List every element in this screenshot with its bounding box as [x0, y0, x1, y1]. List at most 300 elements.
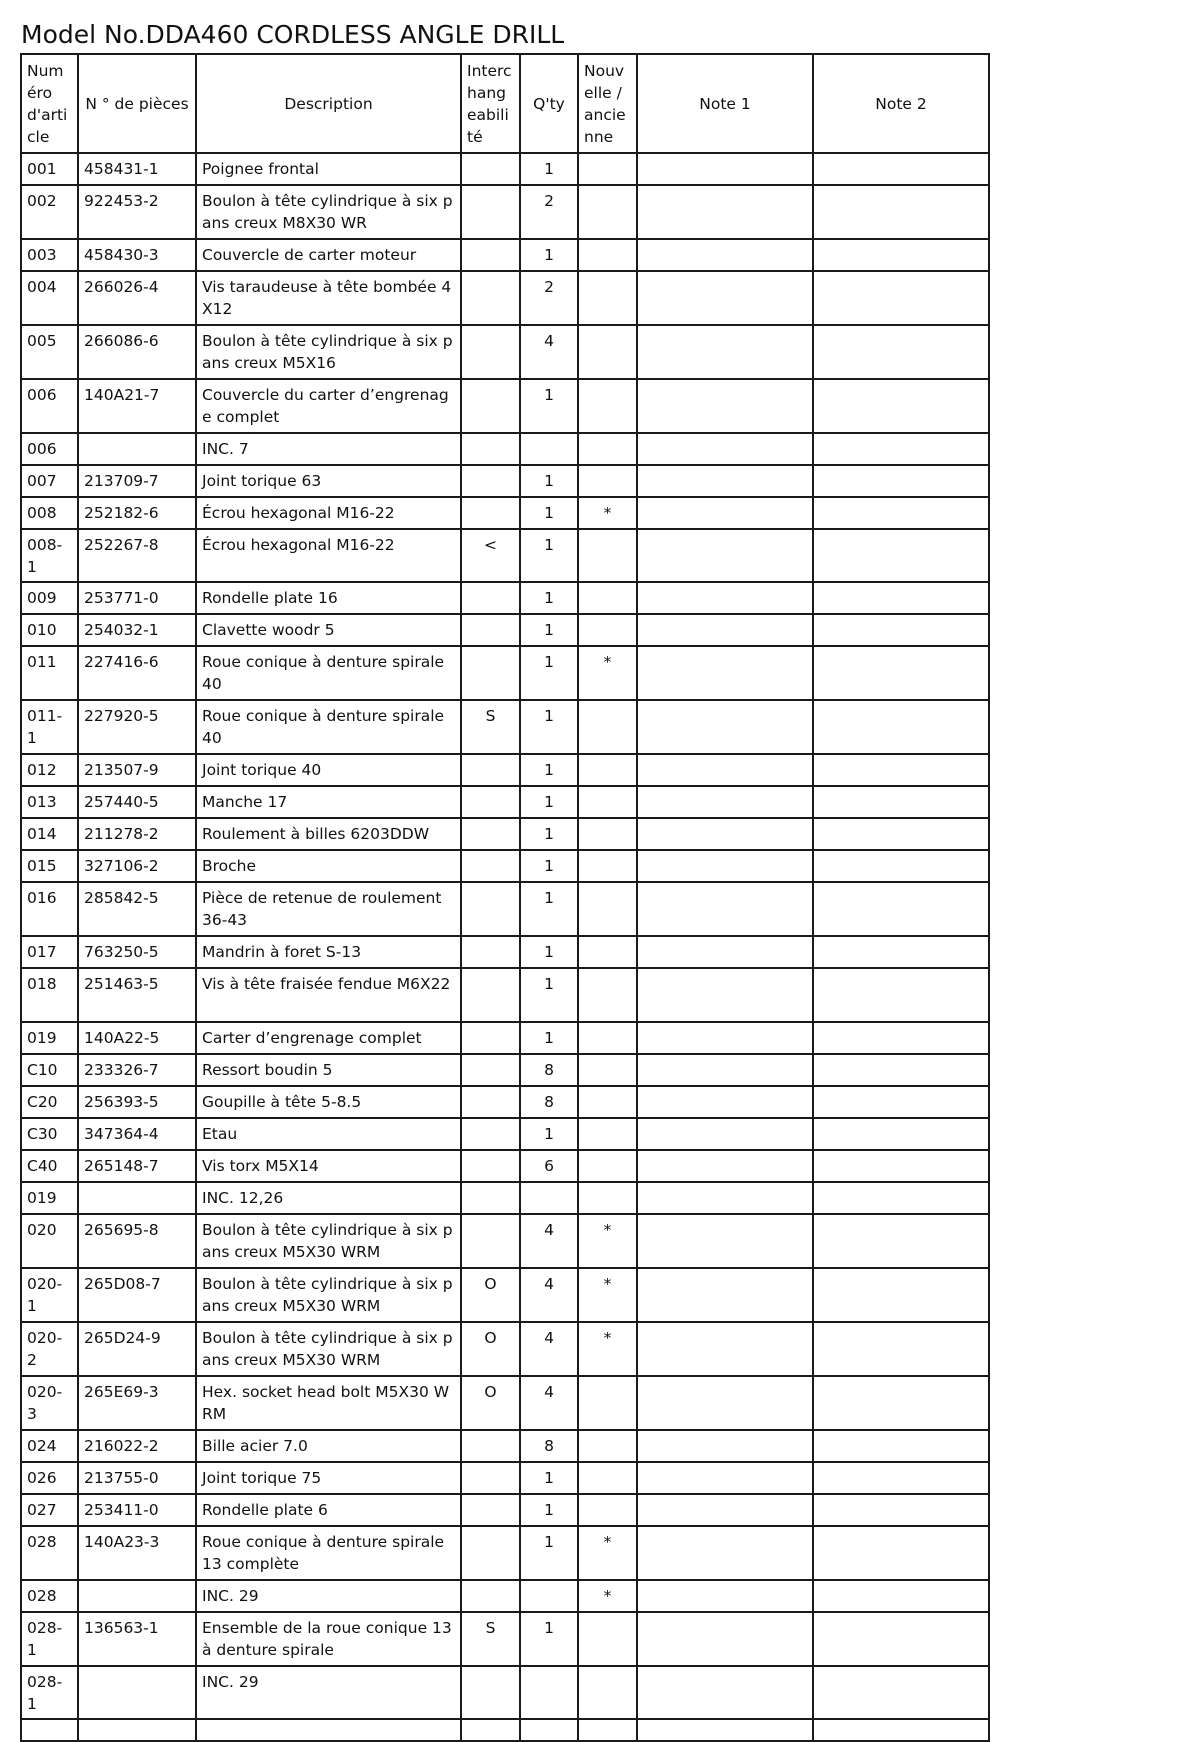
cell-part-no: 265148-7 [78, 1150, 196, 1182]
cell-description: Couvercle du carter d’engrenage complet [196, 379, 461, 433]
cell-part-no: 257440-5 [78, 786, 196, 818]
cell-new-old [578, 614, 637, 646]
cell-item-no: 017 [21, 936, 78, 968]
cell-qty: 1 [520, 497, 578, 529]
cell-note1 [637, 1268, 813, 1322]
cell-new-old [578, 754, 637, 786]
cell-item-no: 007 [21, 465, 78, 497]
cell-item-no: 012 [21, 754, 78, 786]
cell-interchangeability [461, 754, 520, 786]
cell-item-no: 020-3 [21, 1376, 78, 1430]
cell-note2 [813, 1376, 989, 1430]
cell-new-old [578, 968, 637, 1022]
cell-qty: 1 [520, 614, 578, 646]
cell-item-no: 019 [21, 1022, 78, 1054]
cell-interchangeability [461, 379, 520, 433]
cell-qty [520, 433, 578, 465]
cell-part-no: 253411-0 [78, 1494, 196, 1526]
cell-part-no: 266086-6 [78, 325, 196, 379]
cell-note2 [813, 1182, 989, 1214]
cell-interchangeability [461, 433, 520, 465]
cell-note1 [637, 1322, 813, 1376]
cell-interchangeability [461, 153, 520, 185]
cell-note2 [813, 786, 989, 818]
cell-qty: 1 [520, 786, 578, 818]
cell-part-no: 265D08-7 [78, 1268, 196, 1322]
cell-part-no: 140A22-5 [78, 1022, 196, 1054]
cell-new-old [578, 936, 637, 968]
cell-part-no: 763250-5 [78, 936, 196, 968]
cell-new-old [578, 1022, 637, 1054]
header-note1: Note 1 [637, 54, 813, 153]
cell-note1 [637, 239, 813, 271]
cell-item-no: 028-1 [21, 1612, 78, 1666]
cell-note1 [637, 1462, 813, 1494]
cell-qty: 1 [520, 153, 578, 185]
cell-note2 [813, 882, 989, 936]
cell-item-no: 005 [21, 325, 78, 379]
cell-note1 [637, 754, 813, 786]
cell-qty: 1 [520, 1526, 578, 1580]
cell-note2 [813, 754, 989, 786]
table-row [21, 1462, 989, 1494]
cell-interchangeability [461, 786, 520, 818]
cell-part-no: 256393-5 [78, 1086, 196, 1118]
cell-note1 [637, 646, 813, 700]
table-row [21, 1022, 989, 1054]
cell-interchangeability [461, 1580, 520, 1612]
cell-part-no: 922453-2 [78, 185, 196, 239]
cell-description: Ensemble de la roue conique 13 à denture spirale [196, 1612, 461, 1666]
header-qty: Q'ty [520, 54, 578, 153]
cell-interchangeability [461, 1462, 520, 1494]
cell-note2 [813, 1214, 989, 1268]
cell-note2 [813, 529, 989, 582]
cell-note2 [813, 1430, 989, 1462]
cell-item-no: 013 [21, 786, 78, 818]
cell-interchangeability [461, 968, 520, 1022]
table-row [21, 882, 989, 936]
cell-interchangeability [461, 1182, 520, 1214]
cell-part-no: 140A23-3 [78, 1526, 196, 1580]
cell-note1 [637, 1580, 813, 1612]
cell-qty: 8 [520, 1086, 578, 1118]
cell-note1 [637, 1214, 813, 1268]
cell-part-no: 266026-4 [78, 271, 196, 325]
cell-part-no: 458431-1 [78, 153, 196, 185]
cell-item-no: 011 [21, 646, 78, 700]
cell-description: Pièce de retenue de roulement 36-43 [196, 882, 461, 936]
cell-note2 [813, 153, 989, 185]
cell-description: Écrou hexagonal M16-22 [196, 497, 461, 529]
cell-description: Boulon à tête cylindrique à six pans creux M5X30 WRM [196, 1214, 461, 1268]
table-row [21, 271, 989, 325]
table-header-row [21, 54, 989, 153]
cell-description: INC. 29 [196, 1666, 461, 1719]
cell-part-no: 458430-3 [78, 239, 196, 271]
cell-note1 [637, 1526, 813, 1580]
cell-item-no: 028 [21, 1526, 78, 1580]
cell-new-old [578, 1430, 637, 1462]
cell-new-old [578, 1086, 637, 1118]
cell-part-no [78, 1182, 196, 1214]
cell-note1 [637, 185, 813, 239]
cell-item-no: C40 [21, 1150, 78, 1182]
cell-item-no: C10 [21, 1054, 78, 1086]
cell-qty: 1 [520, 582, 578, 614]
cell-qty: 1 [520, 1494, 578, 1526]
cell-qty: 1 [520, 850, 578, 882]
cell-note2 [813, 325, 989, 379]
table-row [21, 1666, 989, 1719]
cell-item-no: 020-2 [21, 1322, 78, 1376]
cell-note1 [637, 433, 813, 465]
cell-qty: 1 [520, 646, 578, 700]
cell-note2 [813, 1666, 989, 1719]
cell-interchangeability [461, 1086, 520, 1118]
cell-note2 [813, 497, 989, 529]
cell-qty: 4 [520, 325, 578, 379]
cell-description: Boulon à tête cylindrique à six pans creux M5X30 WRM [196, 1268, 461, 1322]
cell-interchangeability [461, 1118, 520, 1150]
cell-note2 [813, 185, 989, 239]
cell-note1 [637, 497, 813, 529]
cell-item-no: C30 [21, 1118, 78, 1150]
cell-new-old [578, 818, 637, 850]
cell-part-no: 253771-0 [78, 582, 196, 614]
cell-new-old [578, 1462, 637, 1494]
cell-part-no: 252182-6 [78, 497, 196, 529]
cell-description: Vis à tête fraisée fendue M6X22 [196, 968, 461, 1022]
cell-new-old [578, 1666, 637, 1719]
cell-note2 [813, 1150, 989, 1182]
cell-note2 [813, 968, 989, 1022]
cell-item-no: 008-1 [21, 529, 78, 582]
cell-qty [520, 1580, 578, 1612]
header-description: Description [196, 54, 461, 153]
cell-note1 [637, 614, 813, 646]
cell-note2 [813, 646, 989, 700]
cell-new-old [578, 700, 637, 754]
cell-new-old [578, 1494, 637, 1526]
cell-part-no: 265D24-9 [78, 1322, 196, 1376]
cell-qty: 4 [520, 1322, 578, 1376]
cell-qty: 4 [520, 1376, 578, 1430]
cell-interchangeability [461, 646, 520, 700]
cell-description: Goupille à tête 5-8.5 [196, 1086, 461, 1118]
cell-qty [520, 1666, 578, 1719]
table-row [21, 325, 989, 379]
table-row [21, 239, 989, 271]
table-row [21, 1526, 989, 1580]
table-row [21, 379, 989, 433]
cell-interchangeability [461, 1150, 520, 1182]
cell-note1 [637, 1494, 813, 1526]
cell-item-no: 014 [21, 818, 78, 850]
table-row [21, 433, 989, 465]
cell-new-old [578, 379, 637, 433]
cell-note1 [637, 465, 813, 497]
table-row [21, 529, 989, 582]
table-row [21, 1118, 989, 1150]
cell-description: Roulement à billes 6203DDW [196, 818, 461, 850]
cell-part-no: 211278-2 [78, 818, 196, 850]
table-row [21, 1430, 989, 1462]
cell-new-old [578, 1054, 637, 1086]
cell-note2 [813, 1462, 989, 1494]
cell-note1 [637, 1022, 813, 1054]
table-row [21, 1150, 989, 1182]
cell-new-old [578, 1150, 637, 1182]
cell-description: Couvercle de carter moteur [196, 239, 461, 271]
cell-new-old [578, 1118, 637, 1150]
cell-note2 [813, 1526, 989, 1580]
cell-description: Joint torique 40 [196, 754, 461, 786]
cell-interchangeability [461, 325, 520, 379]
cell-item-no: 001 [21, 153, 78, 185]
cell-note1 [637, 1054, 813, 1086]
cell-qty: 1 [520, 936, 578, 968]
cell-note2 [813, 239, 989, 271]
cell-interchangeability: O [461, 1376, 520, 1430]
cell-note1 [637, 529, 813, 582]
cell-item-no: C20 [21, 1086, 78, 1118]
cell-item-no: 015 [21, 850, 78, 882]
cell-qty [520, 1182, 578, 1214]
cell-interchangeability [461, 936, 520, 968]
cell-new-old [578, 582, 637, 614]
cell-note1 [637, 786, 813, 818]
cell-item-no: 018 [21, 968, 78, 1022]
cell-note1 [637, 850, 813, 882]
cell-note2 [813, 1322, 989, 1376]
cell-qty: 6 [520, 1150, 578, 1182]
cell-qty: 1 [520, 754, 578, 786]
table-row [21, 1612, 989, 1666]
cell-qty: 1 [520, 379, 578, 433]
page-title: Model No.DDA460 CORDLESS ANGLE DRILL [21, 20, 565, 49]
table-row [21, 786, 989, 818]
cell-description: Hex. socket head bolt M5X30 WRM [196, 1376, 461, 1430]
cell-description: Mandrin à foret S-13 [196, 936, 461, 968]
cell-interchangeability [461, 1214, 520, 1268]
cell-new-old: * [578, 1526, 637, 1580]
cell-description: INC. 29 [196, 1580, 461, 1612]
cell-interchangeability [461, 239, 520, 271]
table-row [21, 1376, 989, 1430]
cell-new-old: * [578, 1322, 637, 1376]
cell-description: INC. 7 [196, 433, 461, 465]
cell-note2 [813, 700, 989, 754]
cell-description: Boulon à tête cylindrique à six pans creux M8X30 WR [196, 185, 461, 239]
cell-part-no: 251463-5 [78, 968, 196, 1022]
cell-part-no: 140A21-7 [78, 379, 196, 433]
cell-item-no: 020 [21, 1214, 78, 1268]
cell-new-old [578, 1612, 637, 1666]
cell-new-old: * [578, 1268, 637, 1322]
cell-note1 [637, 1118, 813, 1150]
cell-item-no [21, 1719, 78, 1741]
cell-note1 [637, 936, 813, 968]
cell-part-no: 227416-6 [78, 646, 196, 700]
cell-note2 [813, 582, 989, 614]
cell-qty: 2 [520, 271, 578, 325]
cell-note2 [813, 1268, 989, 1322]
cell-interchangeability [461, 1666, 520, 1719]
cell-interchangeability [461, 497, 520, 529]
cell-qty: 8 [520, 1054, 578, 1086]
cell-description: Boulon à tête cylindrique à six pans creux M5X16 [196, 325, 461, 379]
cell-note2 [813, 1118, 989, 1150]
cell-qty: 2 [520, 185, 578, 239]
cell-part-no: 213755-0 [78, 1462, 196, 1494]
table-row [21, 1494, 989, 1526]
parts-table-body [21, 153, 989, 1741]
cell-note1 [637, 1086, 813, 1118]
cell-item-no: 008 [21, 497, 78, 529]
cell-item-no: 026 [21, 1462, 78, 1494]
cell-interchangeability [461, 818, 520, 850]
header-item-no: Numéro d'article [21, 54, 78, 153]
cell-new-old [578, 850, 637, 882]
cell-new-old [578, 1182, 637, 1214]
cell-interchangeability [461, 185, 520, 239]
table-row [21, 754, 989, 786]
table-row [21, 1719, 989, 1741]
cell-description: Roue conique à denture spirale 40 [196, 646, 461, 700]
cell-note2 [813, 1612, 989, 1666]
cell-item-no: 009 [21, 582, 78, 614]
cell-qty: 1 [520, 968, 578, 1022]
cell-description: Ressort boudin 5 [196, 1054, 461, 1086]
cell-item-no: 010 [21, 614, 78, 646]
cell-new-old [578, 1719, 637, 1741]
cell-item-no: 006 [21, 433, 78, 465]
cell-qty: 1 [520, 465, 578, 497]
cell-description: Vis torx M5X14 [196, 1150, 461, 1182]
cell-interchangeability [461, 850, 520, 882]
table-row [21, 614, 989, 646]
cell-interchangeability: O [461, 1268, 520, 1322]
table-row [21, 968, 989, 1022]
cell-part-no: 254032-1 [78, 614, 196, 646]
cell-note2 [813, 271, 989, 325]
cell-new-old [578, 185, 637, 239]
cell-part-no: 347364-4 [78, 1118, 196, 1150]
cell-interchangeability [461, 1719, 520, 1741]
cell-interchangeability: S [461, 1612, 520, 1666]
cell-part-no: 213709-7 [78, 465, 196, 497]
cell-note2 [813, 1580, 989, 1612]
cell-description: Vis taraudeuse à tête bombée 4X12 [196, 271, 461, 325]
cell-note1 [637, 1376, 813, 1430]
cell-description: Boulon à tête cylindrique à six pans creux M5X30 WRM [196, 1322, 461, 1376]
cell-qty: 8 [520, 1430, 578, 1462]
cell-item-no: 006 [21, 379, 78, 433]
cell-note1 [637, 1150, 813, 1182]
cell-interchangeability [461, 882, 520, 936]
cell-new-old [578, 433, 637, 465]
cell-part-no: 227920-5 [78, 700, 196, 754]
cell-new-old [578, 271, 637, 325]
header-part-no: N ° de pièces [78, 54, 196, 153]
cell-qty: 1 [520, 1462, 578, 1494]
cell-note2 [813, 379, 989, 433]
cell-note2 [813, 614, 989, 646]
cell-qty: 1 [520, 700, 578, 754]
cell-note1 [637, 882, 813, 936]
cell-new-old [578, 786, 637, 818]
cell-note2 [813, 1022, 989, 1054]
cell-qty: 4 [520, 1268, 578, 1322]
cell-note2 [813, 433, 989, 465]
cell-interchangeability: S [461, 700, 520, 754]
cell-note1 [637, 968, 813, 1022]
cell-qty: 1 [520, 818, 578, 850]
cell-item-no: 027 [21, 1494, 78, 1526]
cell-note2 [813, 1494, 989, 1526]
cell-note2 [813, 818, 989, 850]
cell-interchangeability [461, 1054, 520, 1086]
cell-interchangeability: O [461, 1322, 520, 1376]
cell-new-old: * [578, 1214, 637, 1268]
cell-item-no: 004 [21, 271, 78, 325]
table-row [21, 1580, 989, 1612]
cell-note1 [637, 582, 813, 614]
table-row [21, 700, 989, 754]
cell-part-no: 252267-8 [78, 529, 196, 582]
cell-note1 [637, 325, 813, 379]
table-row [21, 153, 989, 185]
cell-description: Bille acier 7.0 [196, 1430, 461, 1462]
cell-note2 [813, 465, 989, 497]
table-row [21, 1086, 989, 1118]
cell-description: Etau [196, 1118, 461, 1150]
cell-item-no: 016 [21, 882, 78, 936]
cell-description: Écrou hexagonal M16-22 [196, 529, 461, 582]
cell-item-no: 003 [21, 239, 78, 271]
cell-description: Carter d’engrenage complet [196, 1022, 461, 1054]
cell-qty: 4 [520, 1214, 578, 1268]
table-row [21, 1214, 989, 1268]
cell-item-no: 011-1 [21, 700, 78, 754]
cell-note1 [637, 1719, 813, 1741]
cell-item-no: 020-1 [21, 1268, 78, 1322]
cell-new-old [578, 882, 637, 936]
cell-description: INC. 12,26 [196, 1182, 461, 1214]
cell-note1 [637, 818, 813, 850]
table-row [21, 497, 989, 529]
cell-part-no [78, 1666, 196, 1719]
cell-note1 [637, 700, 813, 754]
table-row [21, 1268, 989, 1322]
cell-description: Broche [196, 850, 461, 882]
cell-interchangeability [461, 271, 520, 325]
cell-item-no: 028 [21, 1580, 78, 1612]
cell-item-no: 002 [21, 185, 78, 239]
cell-part-no: 265695-8 [78, 1214, 196, 1268]
cell-new-old [578, 529, 637, 582]
cell-description: Manche 17 [196, 786, 461, 818]
cell-note1 [637, 1612, 813, 1666]
cell-qty: 1 [520, 882, 578, 936]
cell-interchangeability [461, 1022, 520, 1054]
cell-description: Poignee frontal [196, 153, 461, 185]
table-row [21, 850, 989, 882]
cell-qty: 1 [520, 1118, 578, 1150]
cell-qty: 1 [520, 529, 578, 582]
table-row [21, 1322, 989, 1376]
